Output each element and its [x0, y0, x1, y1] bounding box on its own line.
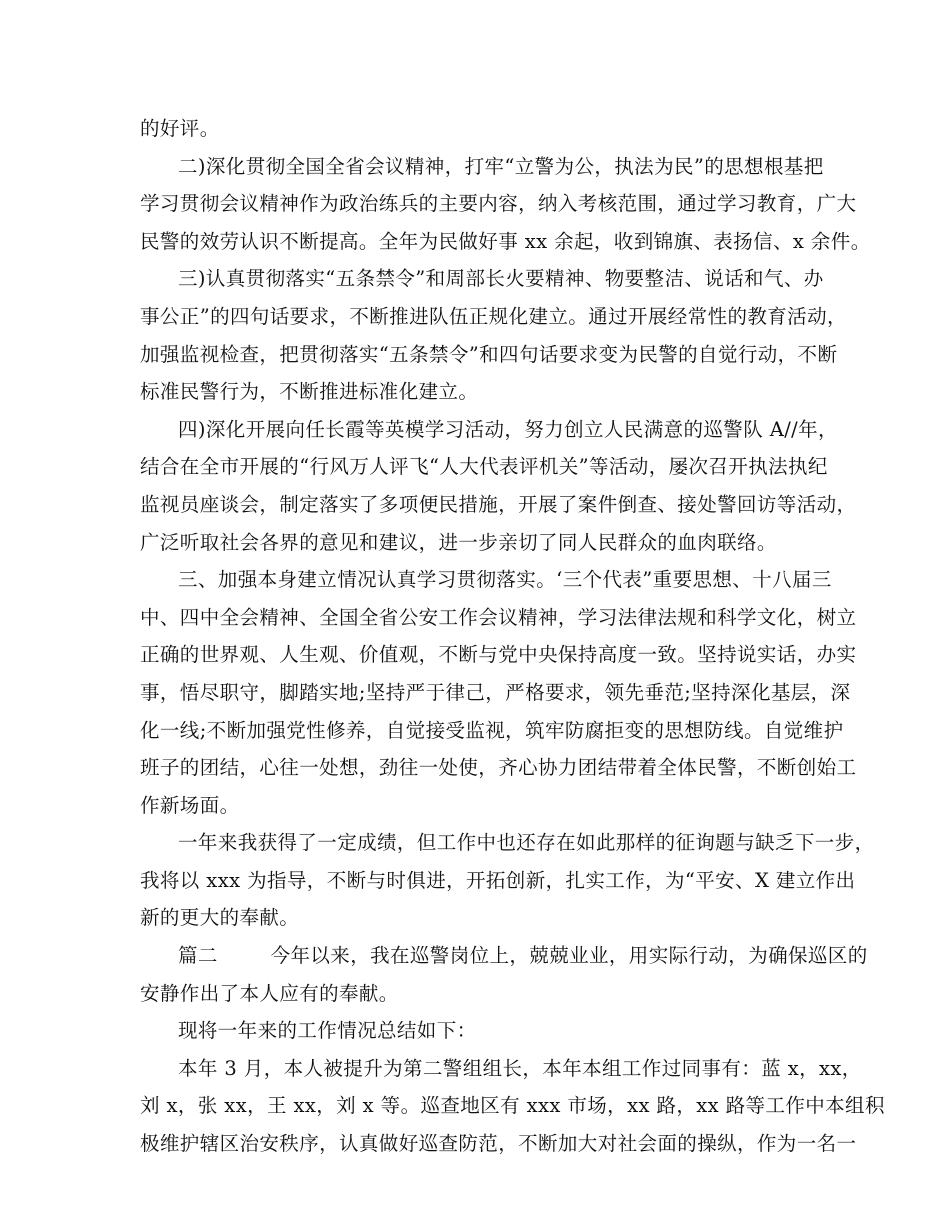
text-line: 二)深化贯彻全国全省会议精神，打牢“立警为公，执法为民”的思想根基把	[178, 154, 824, 178]
paragraph	[140, 937, 868, 1012]
paragraph	[140, 824, 875, 937]
text-line: 四)深化开展向任长霞等英模学习活动，努力创立人民满意的巡警队 A//年，	[178, 417, 838, 441]
text-line: 现将一年来的工作情况总结如下：	[178, 1019, 477, 1043]
document-body	[140, 110, 885, 1163]
text-line: 学习贯彻会议精神作为政治练兵的主要内容，纳入考核范围，通过学习教育，广大	[140, 192, 857, 216]
text-line: 加强监视检查，把贯彻落实“五条禁令”和四句话要求变为民警的自觉行动，不断	[140, 342, 838, 366]
text-line: 极维护辖区治安秩序，认真做好巡查防范，不断加大对社会面的操纵，作为一名一	[140, 1132, 857, 1156]
text-line: 作新场面。	[140, 793, 240, 817]
text-line: 新的更大的奉献。	[140, 906, 300, 930]
text-line: 监视员座谈会，制定落实了多项便民措施，开展了案件倒查、接处警回访等活动，	[140, 492, 857, 516]
text-line: 一年来我获得了一定成绩，但工作中也还存在如此那样的征询题与缺乏下一步，	[178, 831, 875, 855]
text-line: 班子的团结，心往一处想，劲往一处使，齐心协力团结带着全体民警，不断创始工	[140, 756, 857, 780]
text-line: 事，悟尽职守，脚踏实地;坚持严于律己，严格要求，领先垂范;坚持深化基层，深	[140, 680, 851, 704]
text-line: 化一线;不断加强党性修养，自觉接受监视，筑牢防腐拒变的思想防线。自觉维护	[140, 718, 844, 742]
text-line: 篇二 今年以来，我在巡警岗位上，兢兢业业，用实际行动，为确保巡区的	[178, 944, 868, 968]
text-line: 标准民警行为，不断推进标准化建立。	[140, 380, 479, 404]
text-line: 中、四中全会精神、全国全省公安工作会议精神，学习法律法规和科学文化，树立	[140, 605, 857, 629]
paragraph	[140, 411, 857, 561]
text-line: 三)认真贯彻落实“五条禁令”和周部长火要精神、物要整洁、说话和气、办	[178, 267, 824, 291]
paragraph	[140, 260, 847, 410]
paragraph	[140, 148, 871, 261]
text-line: 广泛听取社会各界的意见和建议，进一步亲切了同人民群众的血肉联络。	[140, 530, 777, 554]
text-line: 的好评。	[140, 117, 220, 140]
text-line: 民警的效劳认识不断提高。全年为民做好事 xx 余起，收到锦旗、表扬信、x 余件。	[140, 229, 871, 253]
text-line: 结合在全市开展的“行风万人评飞“人大代表评机关”等活动，屡次召开执法执纪	[140, 455, 828, 479]
text-line: 刘 x，张 xx，王 xx，刘 x 等。巡查地区有 xxx 市场，xx 路，xx 路等工作中本组积	[140, 1094, 885, 1118]
text-line: 正确的世界观、人生观、价值观，不断与党中央保持高度一致。坚持说实话，办实	[140, 643, 857, 667]
text-line: 安静作出了本人应有的奉献。	[140, 981, 399, 1005]
text-line: 本年 3 月，本人被提升为第二警组组长，本年本组工作过同事有：蓝 x，xx，	[178, 1056, 862, 1080]
text-line: 我将以 xxx 为指导，不断与时俱进，开拓创新，扎实工作，为“平安、X 建立作出	[140, 868, 856, 892]
paragraph	[140, 110, 820, 148]
text-line: 事公正”的四句话要求，不断推进队伍正规化建立。通过开展经常性的教育活动，	[140, 304, 847, 328]
paragraph	[140, 561, 857, 824]
paragraph	[140, 1050, 885, 1163]
text-line: 三、加强本身建立情况认真学习贯彻落实。‘三个代表”重要思想、十八届三	[178, 568, 832, 592]
paragraph	[140, 1012, 820, 1050]
